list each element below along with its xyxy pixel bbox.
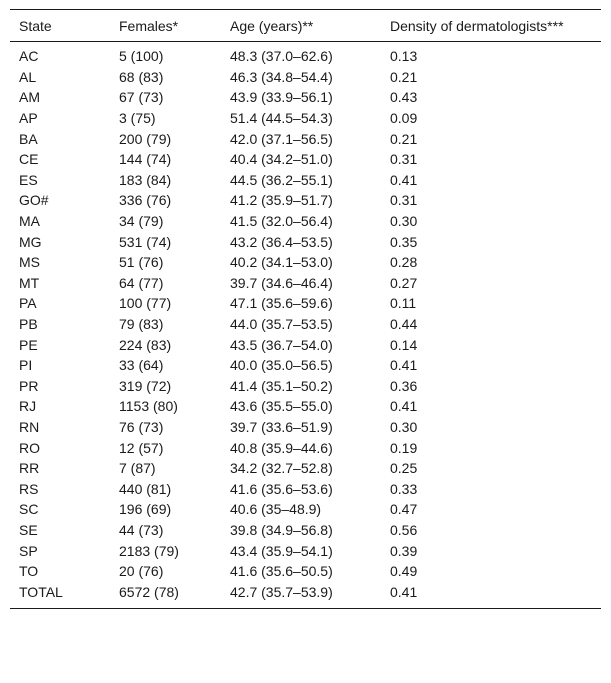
cell-state: AP [19, 110, 38, 127]
cell-state: AL [19, 68, 37, 85]
cell-density: 0.47 [390, 501, 418, 518]
cell-age: 39.7 (34.6–46.4) [230, 274, 333, 291]
cell-density: 0.41 [390, 583, 418, 600]
cell-age: 41.2 (35.9–51.7) [230, 192, 333, 209]
cell-age: 39.7 (33.6–51.9) [230, 418, 333, 435]
table-row [10, 376, 601, 397]
cell-density: 0.41 [390, 398, 418, 415]
table-row [10, 170, 601, 191]
cell-females: 12 (57) [119, 439, 164, 456]
cell-females: 183 (84) [119, 171, 172, 188]
cell-age: 41.4 (35.1–50.2) [230, 377, 333, 394]
cell-age: 41.6 (35.6–50.5) [230, 563, 333, 580]
table-row [10, 396, 601, 417]
cell-age: 40.4 (34.2–51.0) [230, 151, 333, 168]
cell-state: PE [19, 336, 38, 353]
cell-state: MA [19, 213, 40, 230]
table-row [10, 211, 601, 232]
table-row [10, 334, 601, 355]
cell-age: 43.9 (33.9–56.1) [230, 89, 333, 106]
table-row [10, 540, 601, 561]
table-row [10, 458, 601, 479]
cell-density: 0.19 [390, 439, 418, 456]
cell-females: 531 (74) [119, 233, 172, 250]
cell-females: 44 (73) [119, 521, 164, 538]
cell-state: TOTAL [19, 583, 63, 600]
table-row [10, 355, 601, 376]
cell-state: RR [19, 460, 40, 477]
cell-density: 0.30 [390, 418, 418, 435]
cell-density: 0.41 [390, 171, 418, 188]
cell-females: 200 (79) [119, 130, 172, 147]
cell-females: 7 (87) [119, 460, 156, 477]
cell-females: 440 (81) [119, 480, 172, 497]
cell-state: PB [19, 316, 38, 333]
cell-density: 0.25 [390, 460, 418, 477]
cell-density: 0.41 [390, 357, 418, 374]
table-row [10, 231, 601, 252]
table-row [10, 561, 601, 582]
cell-state: PA [19, 295, 37, 312]
table-row [10, 437, 601, 458]
cell-females: 20 (76) [119, 563, 164, 580]
cell-females: 336 (76) [119, 192, 172, 209]
cell-females: 34 (79) [119, 213, 164, 230]
cell-density: 0.56 [390, 521, 418, 538]
table-row [10, 42, 601, 67]
cell-females: 5 (100) [119, 48, 164, 65]
table-row [10, 293, 601, 314]
cell-females: 224 (83) [119, 336, 172, 353]
cell-state: SP [19, 542, 38, 559]
cell-state: PR [19, 377, 39, 394]
cell-state: SC [19, 501, 39, 518]
cell-females: 51 (76) [119, 254, 164, 271]
cell-females: 196 (69) [119, 501, 172, 518]
cell-density: 0.21 [390, 130, 418, 147]
cell-age: 42.7 (35.7–53.9) [230, 583, 333, 600]
table-row [10, 520, 601, 541]
table-row [10, 149, 601, 170]
cell-females: 33 (64) [119, 357, 164, 374]
cell-age: 43.4 (35.9–54.1) [230, 542, 333, 559]
header-females: Females* [119, 17, 179, 34]
cell-density: 0.33 [390, 480, 418, 497]
cell-state: SE [19, 521, 38, 538]
table-row [10, 252, 601, 273]
cell-age: 46.3 (34.8–54.4) [230, 68, 333, 85]
cell-age: 44.5 (36.2–55.1) [230, 171, 333, 188]
cell-females: 79 (83) [119, 316, 164, 333]
cell-females: 64 (77) [119, 274, 164, 291]
cell-density: 0.13 [390, 48, 418, 65]
cell-density: 0.44 [390, 316, 418, 333]
cell-females: 2183 (79) [119, 542, 179, 559]
cell-density: 0.49 [390, 563, 418, 580]
cell-density: 0.21 [390, 68, 418, 85]
table-row [10, 417, 601, 438]
cell-state: AC [19, 48, 39, 65]
cell-age: 42.0 (37.1–56.5) [230, 130, 333, 147]
cell-age: 39.8 (34.9–56.8) [230, 521, 333, 538]
cell-age: 43.2 (36.4–53.5) [230, 233, 333, 250]
cell-age: 40.6 (35–48.9) [230, 501, 322, 518]
cell-females: 67 (73) [119, 89, 164, 106]
cell-density: 0.31 [390, 151, 418, 168]
cell-density: 0.35 [390, 233, 418, 250]
table-row [10, 128, 601, 149]
table-row [10, 67, 601, 88]
cell-density: 0.27 [390, 274, 418, 291]
cell-density: 0.31 [390, 192, 418, 209]
header-state: State [19, 17, 52, 34]
cell-state: TO [19, 563, 39, 580]
cell-state: RS [19, 480, 39, 497]
cell-density: 0.36 [390, 377, 418, 394]
cell-age: 41.5 (32.0–56.4) [230, 213, 333, 230]
cell-females: 76 (73) [119, 418, 164, 435]
cell-age: 47.1 (35.6–59.6) [230, 295, 333, 312]
header-density: Density of dermatologists*** [390, 17, 564, 34]
cell-females: 3 (75) [119, 110, 156, 127]
header-age: Age (years)** [230, 17, 314, 34]
cell-age: 41.6 (35.6–53.6) [230, 480, 333, 497]
table-body [10, 42, 601, 609]
cell-density: 0.11 [390, 295, 417, 312]
cell-age: 51.4 (44.5–54.3) [230, 110, 333, 127]
table-row [10, 87, 601, 108]
cell-females: 144 (74) [119, 151, 172, 168]
cell-density: 0.09 [390, 110, 418, 127]
cell-density: 0.14 [390, 336, 418, 353]
table-row [10, 190, 601, 211]
cell-state: RN [19, 418, 40, 435]
cell-state: PI [19, 357, 33, 374]
cell-density: 0.30 [390, 213, 418, 230]
cell-females: 6572 (78) [119, 583, 179, 600]
cell-age: 40.8 (35.9–44.6) [230, 439, 333, 456]
cell-females: 68 (83) [119, 68, 164, 85]
dermatologists-by-state-table [10, 9, 601, 609]
cell-state: AM [19, 89, 40, 106]
cell-age: 44.0 (35.7–53.5) [230, 316, 333, 333]
cell-state: BA [19, 130, 38, 147]
cell-state: MG [19, 233, 42, 250]
cell-state: MT [19, 274, 40, 291]
table-row [10, 499, 601, 520]
cell-state: MS [19, 254, 40, 271]
table-row [10, 108, 601, 129]
table-row [10, 273, 601, 294]
table-header [10, 10, 601, 42]
dermatologists-by-state-table-container [10, 9, 601, 609]
cell-females: 1153 (80) [119, 398, 178, 415]
table-row [10, 478, 601, 499]
cell-age: 40.2 (34.1–53.0) [230, 254, 333, 271]
cell-density: 0.43 [390, 89, 418, 106]
cell-state: CE [19, 151, 39, 168]
cell-state: RJ [19, 398, 37, 415]
cell-age: 48.3 (37.0–62.6) [230, 48, 333, 65]
cell-age: 43.5 (36.7–54.0) [230, 336, 333, 353]
cell-age: 34.2 (32.7–52.8) [230, 460, 333, 477]
total-row [10, 581, 601, 608]
cell-density: 0.39 [390, 542, 418, 559]
table-row [10, 314, 601, 335]
cell-age: 40.0 (35.0–56.5) [230, 357, 333, 374]
cell-density: 0.28 [390, 254, 418, 271]
header-row [10, 10, 601, 42]
cell-state: RO [19, 439, 40, 456]
cell-age: 43.6 (35.5–55.0) [230, 398, 333, 415]
cell-females: 100 (77) [119, 295, 172, 312]
cell-females: 319 (72) [119, 377, 172, 394]
cell-state: ES [19, 171, 38, 188]
cell-state: GO# [19, 192, 49, 209]
